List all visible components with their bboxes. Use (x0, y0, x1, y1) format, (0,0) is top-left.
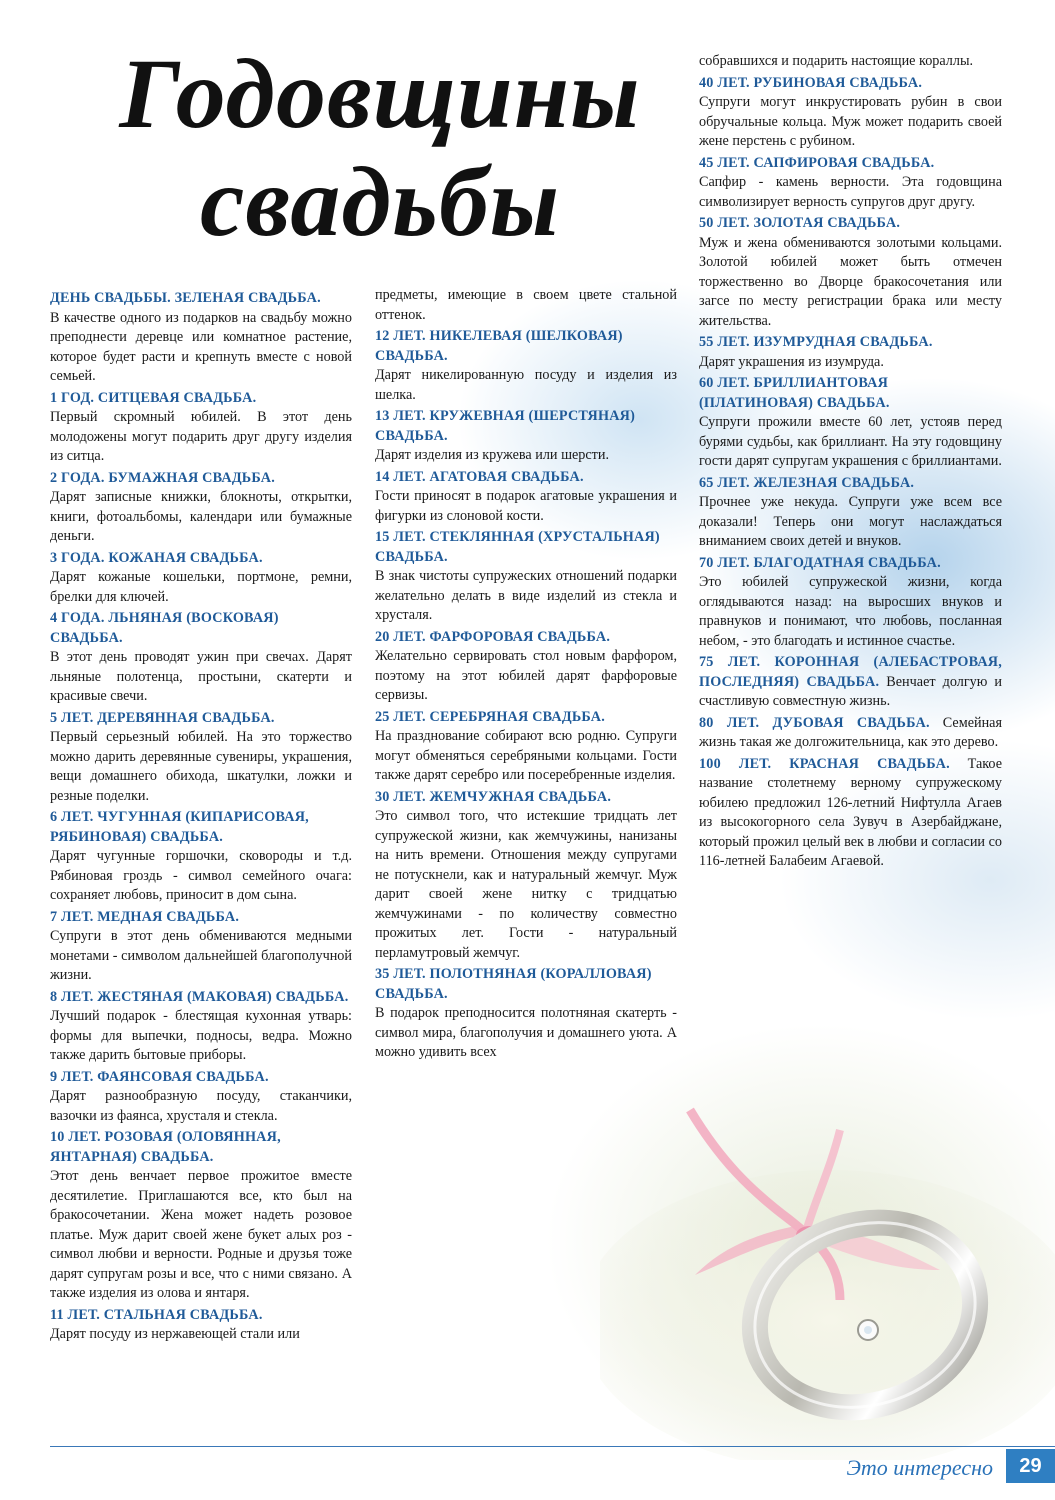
section-label: Это интересно (846, 1455, 993, 1480)
anniversary-description: Дарят разнообразную посуду, стаканчики, вазочки из фаянса, хрусталя и стекла. (50, 1088, 352, 1124)
anniversary-description: Гости приносят в подарок агатовые украшения и фигурки из слоновой кости. (375, 488, 677, 524)
page-title: Годовщины свадьбы (119, 38, 641, 257)
anniversary-heading: 100 ЛЕТ. КРАСНАЯ СВАДЬБА. (699, 755, 950, 772)
anniversary-description: В знак чистоты супружеских отношений подарки желательно делать в виде изделий из стекла и хрусталя. (375, 568, 677, 623)
anniversary-heading: 60 ЛЕТ. БРИЛЛИАНТОВАЯ (ПЛАТИНОВАЯ) СВАДЬБА. (699, 375, 890, 411)
anniversary-entry (50, 1068, 352, 1127)
anniversary-entry (699, 374, 1002, 472)
anniversary-heading: 80 ЛЕТ. ДУБОВАЯ СВАДЬБА. (699, 714, 930, 731)
anniversary-heading: 12 ЛЕТ. НИКЕЛЕВАЯ (ШЕЛКОВАЯ) СВАДЬБА. (375, 328, 623, 364)
anniversary-heading: 25 ЛЕТ. СЕРЕБРЯНАЯ СВАДЬБА. (375, 708, 605, 725)
anniversary-entry (699, 755, 1002, 872)
anniversary-heading: 40 ЛЕТ. РУБИНОВАЯ СВАДЬБА. (699, 74, 923, 91)
anniversary-heading: 7 ЛЕТ. МЕДНАЯ СВАДЬБА. (50, 908, 240, 925)
anniversary-description: Дарят чугунные горшочки, сковороды и т.д. Рябиновая гроздь - символ семейного очага: сохраняет любовь, приносит в дом сына. (50, 848, 352, 903)
anniversary-heading: 70 ЛЕТ. БЛАГОДАТНАЯ СВАДЬБА. (699, 554, 941, 571)
footer-divider (50, 1446, 1055, 1447)
anniversary-heading: 65 ЛЕТ. ЖЕЛЕЗНАЯ СВАДЬБА. (699, 474, 915, 491)
anniversary-description: собравшихся и подарить настоящие кораллы. (699, 53, 974, 69)
anniversary-heading: ДЕНЬ СВАДЬБЫ. ЗЕЛЕНАЯ СВАДЬБА. (50, 290, 321, 306)
anniversary-entry (50, 908, 352, 986)
anniversary-entry (375, 528, 677, 626)
anniversary-entry (50, 289, 352, 387)
anniversary-heading: 5 ЛЕТ. ДЕРЕВЯННАЯ СВАДЬБА. (50, 709, 275, 726)
anniversary-description: предметы, имеющие в своем цвете стальной оттенок. (375, 287, 677, 323)
anniversary-description: Это символ того, что истекшие тридцать лет супружеской жизни, как жемчужины, нанизаны на нить времени. Отношения между супругами не потускнели, как и натуральный жемчуг. Муж дарит своей жене нитку с тридцатью жемчужинами - по количеству совместно прожитых лет. Гости - натуральный перламутровый жемчуг. (375, 808, 677, 961)
anniversary-description: Супруги могут инкрустировать рубин в свои обручальные кольца. Муж может подарить своей жене перстень с рубином. (699, 94, 1002, 149)
anniversary-heading: 45 ЛЕТ. САПФИРОВАЯ СВАДЬБА. (699, 154, 935, 171)
wedding-ring-icon (600, 1100, 1055, 1460)
column-3 (699, 52, 1002, 874)
anniversary-heading: 15 ЛЕТ. СТЕКЛЯННАЯ (ХРУСТАЛЬНАЯ) СВАДЬБА. (375, 529, 660, 565)
anniversary-entry (375, 628, 677, 706)
anniversary-description: В этот день проводят ужин при свечах. Дарят льняные полотенца, простыни, скатерти и красивые свечи. (50, 649, 352, 704)
page-number: 29 (1006, 1449, 1055, 1483)
anniversary-heading: 3 ГОДА. КОЖАНАЯ СВАДЬБА. (50, 549, 263, 566)
anniversary-description: В качестве одного из подарков на свадьбу можно преподнести деревце или комнатное растение, которое будет расти и крепнуть вместе с новой семьей. (50, 309, 352, 384)
anniversary-entry (50, 988, 352, 1066)
anniversary-entry (375, 407, 677, 466)
anniversary-description: Венчает долгую и счастливую совместную жизнь. (699, 673, 1003, 709)
anniversary-description: Супруги прожили вместе 60 лет, устояв перед бурями судьбы, как бриллиант. На эту годовщину гости дарят супругам украшения с бриллиантами. (699, 414, 1002, 469)
column-1 (50, 289, 352, 1347)
anniversary-heading: 35 ЛЕТ. ПОЛОТНЯНАЯ (КОРАЛЛОВАЯ) СВАДЬБА. (375, 966, 652, 1002)
anniversary-entry (375, 965, 677, 1063)
anniversary-entry (699, 333, 1002, 372)
anniversary-heading: 10 ЛЕТ. РОЗОВАЯ (ОЛОВЯННАЯ, ЯНТАРНАЯ) СВАДЬБА. (50, 1129, 281, 1165)
anniversary-entry (50, 549, 352, 608)
anniversary-entry (375, 327, 677, 405)
anniversary-entry (50, 808, 352, 906)
anniversary-heading: 20 ЛЕТ. ФАРФОРОВАЯ СВАДЬБА. (375, 628, 611, 645)
anniversary-heading: 13 ЛЕТ. КРУЖЕВНАЯ (ШЕРСТЯНАЯ) СВАДЬБА. (375, 408, 636, 444)
anniversary-heading: 1 ГОД. СИТЦЕВАЯ СВАДЬБА. (50, 389, 257, 406)
anniversary-entry (699, 554, 1002, 652)
anniversary-heading: 50 ЛЕТ. ЗОЛОТАЯ СВАДЬБА. (699, 215, 901, 231)
column-2 (375, 286, 677, 1065)
anniversary-heading: 14 ЛЕТ. АГАТОВАЯ СВАДЬБА. (375, 468, 584, 485)
anniversary-description: Муж и жена обмениваются золотыми кольцами. Золотой юбилей может быть отмечен торжественно во Дворце бракосочетания или загсе по месту регистрации брака или месту жительства. (699, 234, 1002, 329)
anniversary-description: Дарят изделия из кружева или шерсти. (375, 447, 610, 463)
anniversary-description: На празднование собирают всю родню. Супруги могут обменяться серебряными кольцами. Гости также дарят серебро или посеребренные изделия. (375, 728, 677, 783)
anniversary-entry (699, 653, 1002, 712)
anniversary-entry (699, 474, 1002, 552)
anniversary-description: Супруги в этот день обмениваются медными монетами - символом дальнейшей благополучной жизни. (50, 928, 352, 983)
anniversary-heading: 9 ЛЕТ. ФАЯНСОВАЯ СВАДЬБА. (50, 1068, 269, 1085)
anniversary-heading: 30 ЛЕТ. ЖЕМЧУЖНАЯ СВАДЬБА. (375, 788, 612, 805)
anniversary-description: Дарят кожаные кошельки, портмоне, ремни, брелки для ключей. (50, 569, 352, 605)
anniversary-description: Дарят записные книжки, блокноты, открытки, книги, фотоальбомы, календари или бумажные деньги. (50, 489, 352, 544)
anniversary-entry (375, 468, 677, 527)
anniversary-entry (50, 1306, 352, 1345)
anniversary-entry (699, 154, 1002, 213)
anniversary-description: Первый серьезный юбилей. На это торжество можно дарить деревянные сувениры, украшения, вещи домашнего обихода, шкатулки, ложки и резные поделки. (50, 729, 352, 804)
anniversary-heading: 75 ЛЕТ. КОРОННАЯ (АЛЕБАСТРОВАЯ, ПОСЛЕДНЯЯ) СВАДЬБА. (699, 654, 1002, 690)
anniversary-entry (50, 1128, 352, 1304)
anniversary-description: Семейная жизнь такая же долгожительница, как это дерево. (699, 714, 1002, 750)
anniversary-entry (375, 286, 677, 325)
anniversary-description: Желательно сервировать стол новым фарфором, поэтому на этот юбилей дарят фарфоровые сервизы. (375, 648, 677, 703)
anniversary-description: Дарят никелированную посуду и изделия из шелка. (375, 367, 677, 403)
anniversary-entry (699, 52, 1002, 72)
anniversary-entry (50, 609, 352, 707)
anniversary-description: Сапфир - камень верности. Эта годовщина символизирует верность супругов друг другу. (699, 174, 1002, 210)
anniversary-description: Лучший подарок - блестящая кухонная утварь: формы для выпечки, подносы, ведра. Можно также дарить бытовые приборы. (50, 1008, 352, 1063)
anniversary-description: В подарок преподносится полотняная скатерть - символ мира, благополучия и домашнего уюта. А можно удивить всех (375, 1005, 677, 1060)
anniversary-description: Такое название столетнему верному супружескому юбилею предложил 126-летний Нифтулла Агаев из высокогорного села Зувуч в Азербайджане, который прожил целый век в любви и согласии со 116-летней Балабеим Агаевой. (699, 755, 1002, 869)
anniversary-heading: 55 ЛЕТ. ИЗУМРУДНАЯ СВАДЬБА. (699, 334, 933, 350)
anniversary-entry (375, 788, 677, 964)
anniversary-entry (699, 214, 1002, 331)
anniversary-description: Дарят посуду из нержавеющей стали или (50, 1326, 300, 1342)
anniversary-heading: 2 ГОДА. БУМАЖНАЯ СВАДЬБА. (50, 469, 275, 486)
anniversary-heading: 4 ГОДА. ЛЬНЯНАЯ (ВОСКОВАЯ) СВАДЬБА. (50, 610, 279, 646)
anniversary-description: Первый скромный юбилей. В этот день молодожены могут подарить друг другу изделия из ситца. (50, 409, 352, 464)
anniversary-description: Прочнее уже некуда. Супруги уже всем все доказали! Теперь они могут наслаждаться вниманием своих детей и внуков. (699, 494, 1002, 549)
anniversary-entry (699, 714, 1002, 753)
anniversary-entry (50, 469, 352, 547)
anniversary-heading: 6 ЛЕТ. ЧУГУННАЯ (КИПАРИСОВАЯ, РЯБИНОВАЯ) СВАДЬБА. (50, 809, 309, 845)
anniversary-heading: 11 ЛЕТ. СТАЛЬНАЯ СВАДЬБА. (50, 1306, 263, 1323)
anniversary-entry (375, 708, 677, 786)
anniversary-description: Дарят украшения из изумруда. (699, 353, 884, 370)
anniversary-description: Это юбилей супружеской жизни, когда оглядываются назад: на выросших внуков и правнуков и понимают, что любовь, посланная небом, - это благодать и истинное счастье. (699, 574, 1002, 649)
anniversary-entry (699, 74, 1002, 152)
anniversary-heading: 8 ЛЕТ. ЖЕСТЯНАЯ (МАКОВАЯ) СВАДЬБА. (50, 988, 349, 1005)
anniversary-description: Этот день венчает первое прожитое вместе десятилетие. Приглашаются все, кто был на бракосочетании. Жена может надеть розовое платье. Муж дарит своей жене букет алых роз - символ любви и верности. Родные и друзья тоже дарят супругам розы и все, что с ними связано. А также изделия из олова и янтаря. (50, 1168, 352, 1301)
anniversary-entry (50, 389, 352, 467)
anniversary-entry (50, 709, 352, 807)
